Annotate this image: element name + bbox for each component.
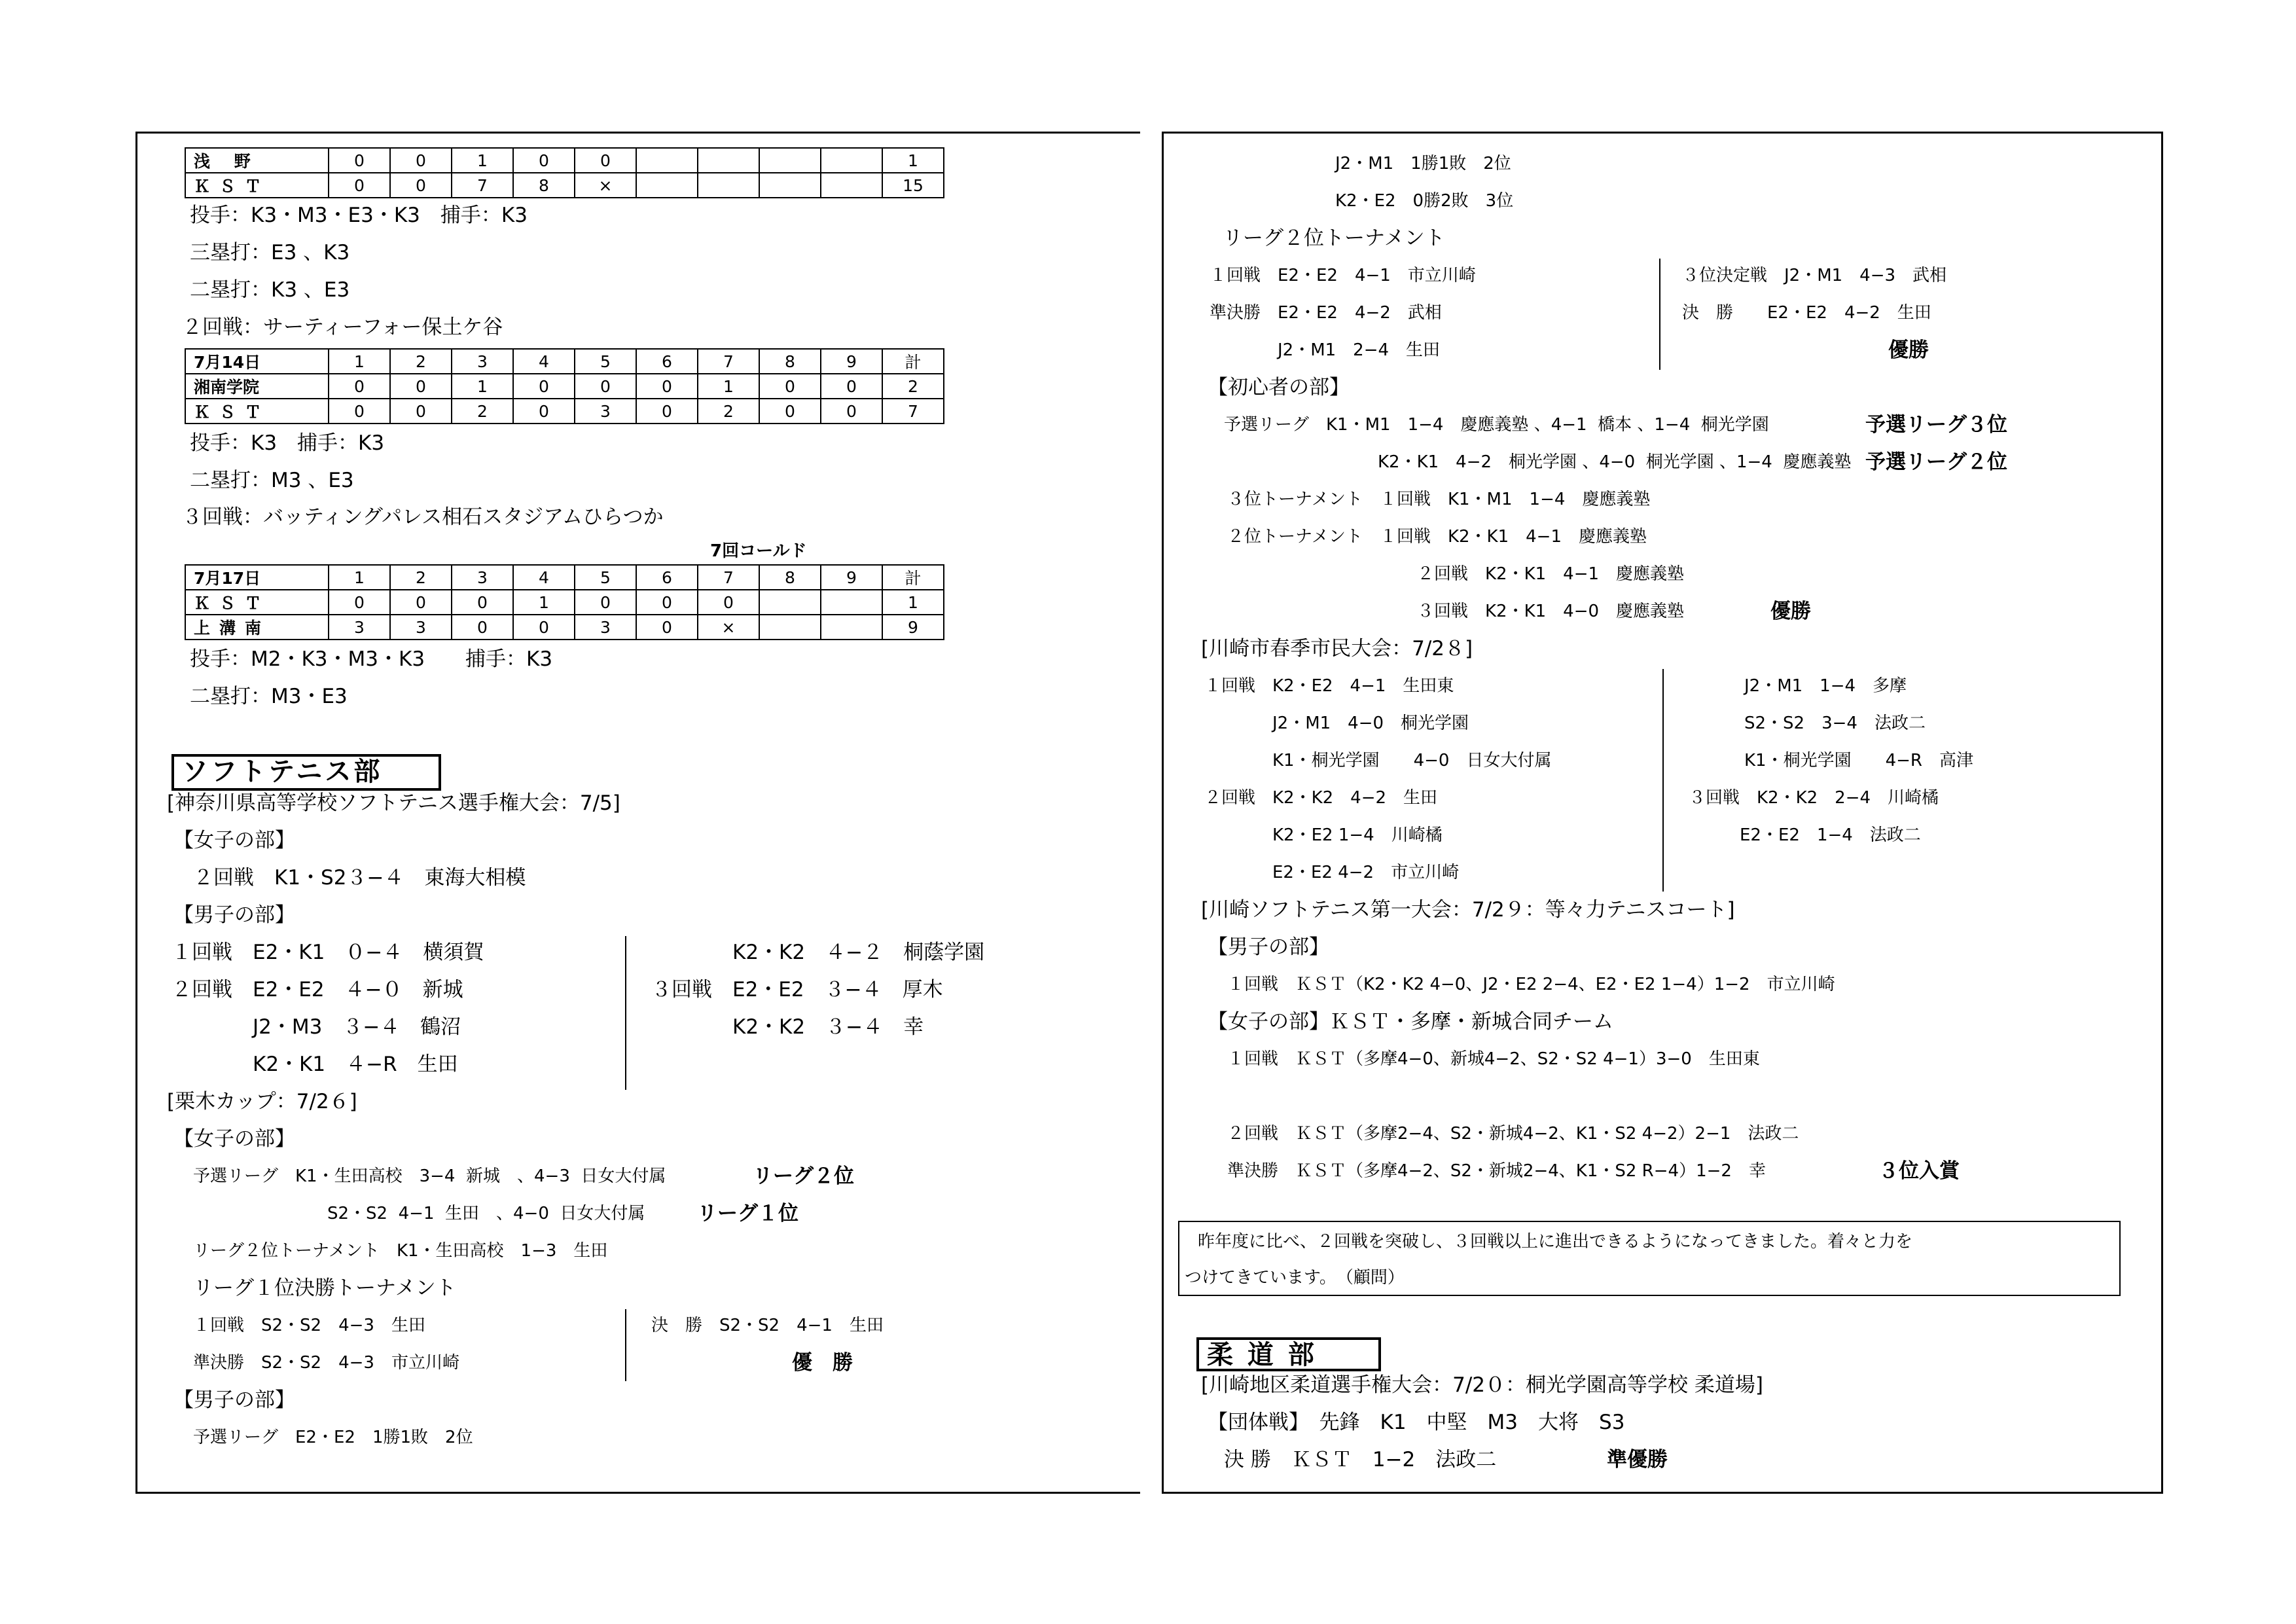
softtennis-section-title: ソフトテニス部 [171, 754, 441, 791]
first-girls-line: １回戦 ＫＳＴ（多摩4−0、新城4−2、S2・S2 4−1）3−0 生田東 [1227, 1049, 1760, 1069]
boys-result-line: ２回戦 E2・E2 ４−０ 新城 [171, 978, 463, 1001]
spring-title: [川崎市春季市民大会：7/2８] [1201, 637, 1473, 660]
league1-line: １回戦 S2・S2 4−3 生田 [193, 1316, 425, 1335]
boys-result-line: １回戦 E2・K1 ０−４ 横須賀 [171, 941, 484, 964]
league1-final: 決 勝 S2・S2 4−1 生田 [651, 1316, 884, 1335]
league2-line: J2・M1 2−4 生田 [1210, 340, 1441, 360]
boys-result-line: K2・K1 ４−R 生田 [171, 1053, 458, 1076]
boys-result-line: K2・K2 ３−４ 幸 [651, 1015, 924, 1039]
game3-pitchers: 投手：M2・K3・M3・K3 捕手：K3 [190, 647, 553, 671]
spring-right-line: ３回戦 K2・K2 2−4 川崎橘 [1689, 788, 1939, 808]
beginners-line: 予選リーグ K1・M1 1−4 慶應義塾 、4−1 橋本 、1−4 桐光学園 [1224, 415, 1769, 435]
beginners-line: ２位トーナメント １回戦 K2・K1 4−1 慶應義塾 [1227, 527, 1647, 547]
league2-champion: 優勝 [1888, 338, 1929, 362]
beginners-line: ３回戦 K2・K1 4−0 慶應義塾 [1417, 602, 1685, 621]
column-divider [625, 1309, 626, 1381]
league2-line: １回戦 E2・E2 4−1 市立川崎 [1210, 266, 1476, 285]
prelim-league-line2: S2・S2 4−1 生田 、4−0 日女大付属 [327, 1204, 645, 1223]
first-girls-result: ３位入賞 [1878, 1159, 1960, 1183]
softtennis-tournament2: [栗木カップ：7/2６] [167, 1090, 357, 1113]
judo-section-title: 柔 道 部 [1196, 1337, 1381, 1371]
column-divider [1662, 669, 1664, 892]
judo-result: 準優勝 [1607, 1448, 1668, 1471]
table-row: 湘南学院 0 0 1 0 0 0 1 0 0 2 [185, 374, 944, 399]
judo-team-line: 【団体戦】 先鋒 K1 中堅 M3 大将 S3 [1208, 1411, 1625, 1434]
league1-line: 準決勝 S2・S2 4−3 市立川崎 [193, 1353, 459, 1373]
spring-line: J2・M1 4−0 桐光学園 [1204, 713, 1469, 733]
table-row: ＫＳＴ 0 0 0 1 0 0 0 1 [185, 590, 944, 615]
girls-heading: 【女子の部】 [173, 829, 295, 852]
beginners-heading: 【初心者の部】 [1208, 376, 1350, 399]
judo-tournament: [川崎地区柔道選手権大会：7/2０：桐光学園高等学校 柔道場] [1201, 1373, 1763, 1397]
spring-right-line: K1・桐光学園 4−R 高津 [1744, 751, 1973, 770]
prelim-league-result2: リーグ１位 [697, 1202, 798, 1225]
beginners-result: 予選リーグ３位 [1865, 413, 2007, 437]
judo-final-line: 決 勝 ＫＳＴ 1−2 法政二 [1224, 1448, 1497, 1471]
league1-tournament: リーグ１位決勝トーナメント [193, 1276, 456, 1300]
game2-pitchers: 投手：K3 捕手：K3 [190, 431, 385, 455]
boys-result-line: K2・K2 ４−２ 桐蔭学園 [651, 941, 985, 964]
spring-right-line: J2・M1 1−4 多摩 [1744, 676, 1907, 696]
prelim-league-result1: リーグ２位 [753, 1164, 854, 1188]
boys-result-line: ３回戦 E2・E2 ３−４ 厚木 [651, 978, 943, 1001]
score-table-game3 [185, 564, 944, 640]
spring-line: K2・E2 1−4 川崎橘 [1204, 825, 1443, 845]
column-divider [1659, 259, 1660, 370]
spring-line: K1・桐光学園 4−0 日女大付属 [1204, 751, 1552, 770]
girls-round2: ２回戦 K1・S2３−４ 東海大相模 [193, 866, 526, 890]
league2-right-line: 決 勝 E2・E2 4−2 生田 [1682, 303, 1931, 323]
game2-doubles: 二塁打：M3 、E3 [190, 469, 354, 492]
prelim-league-line1: 予選リーグ K1・生田高校 3−4 新城 、4−3 日女大付属 [193, 1166, 666, 1186]
league2-right-line: ３位決定戦 J2・M1 4−3 武相 [1682, 266, 1947, 285]
boys2-heading: 【男子の部】 [173, 1388, 295, 1412]
game1-doubles: 二塁打：K3 、E3 [190, 278, 350, 302]
spring-right-line: E2・E2 1−4 法政二 [1689, 825, 1921, 845]
spring-right-line: S2・S2 3−4 法政二 [1744, 713, 1926, 733]
table-row: 上溝南 3 3 0 0 3 0 × 9 [185, 615, 944, 640]
game3-doubles: 二塁打：M3・E3 [190, 685, 348, 708]
beginners-line: ３位トーナメント １回戦 K1・M1 1−4 慶應義塾 [1227, 490, 1651, 509]
score-table-game1 [185, 147, 944, 198]
boys-heading: 【男子の部】 [173, 903, 295, 927]
first-boys-heading: 【男子の部】 [1208, 935, 1329, 959]
game1-pitchers: 投手：K3・M3・E3・K3 捕手：K3 [190, 204, 528, 227]
table-row: 浅 野 0 0 1 0 0 1 [185, 148, 944, 173]
advisor-note-line1: 昨年度に比べ、２回戦を突破し、３回戦以上に進出できるようになってきました。着々と力を [1198, 1232, 1913, 1252]
first-girls-line: ２回戦 ＫＳＴ（多摩2−4、S2・新城4−2、K1・S2 4−2）2−1 法政二 [1227, 1124, 1799, 1144]
column-divider [625, 936, 626, 1090]
first-boys-line: １回戦 ＫＳＴ（K2・K2 4−0、J2・E2 2−4、E2・E2 1−4）1−2 市立川崎 [1227, 975, 1835, 994]
beginners-line: K2・K1 4−2 桐光学園 、4−0 桐光学園 、1−4 慶應義塾 [1378, 452, 1852, 472]
spring-line: ２回戦 K2・K2 4−2 生田 [1204, 788, 1438, 808]
spring-line: E2・E2 4−2 市立川崎 [1204, 863, 1460, 882]
league2-title: リーグ２位トーナメント [1223, 226, 1445, 250]
girls2-heading: 【女子の部】 [173, 1127, 295, 1151]
cont-line: J2・M1 1勝1敗 2位 [1335, 154, 1511, 173]
game3-called-note: 7回コールド [710, 541, 807, 561]
boys-result-line: J2・M3 ３−４ 鶴沼 [171, 1015, 461, 1039]
cont-line: K2・E2 0勝2敗 3位 [1335, 191, 1514, 211]
beginners-line: ２回戦 K2・K1 4−1 慶應義塾 [1417, 564, 1685, 584]
softtennis-tournament1: [神奈川県高等学校ソフトテニス選手権大会：7/5] [167, 791, 620, 815]
first-girls-heading: 【女子の部】ＫＳＴ・多摩・新城合同チーム [1208, 1010, 1613, 1034]
game1-triples: 三塁打：E3 、K3 [190, 241, 350, 264]
league1-champion: 優 勝 [792, 1351, 853, 1375]
table-row: ＫＳＴ 0 0 2 0 3 0 2 0 0 7 [185, 399, 944, 424]
advisor-note-line2: つけてきています。 （顧問） [1185, 1268, 1405, 1288]
league2-line: 準決勝 E2・E2 4−2 武相 [1210, 303, 1442, 323]
game3-title: ３回戦：バッティングパレス相石スタジアムひらつか [182, 505, 664, 529]
beginners-champion: 優勝 [1770, 600, 1811, 623]
table-row: 7月14日 1 2 3 4 5 6 7 8 9 計 [185, 349, 944, 374]
table-row: ＫＳＴ 0 0 7 8 × 15 [185, 173, 944, 198]
score-table-game2 [185, 348, 944, 424]
first-tournament-title: [川崎ソフトテニス第一大会：7/2９：等々力テニスコート] [1201, 898, 1735, 922]
beginners-result: 予選リーグ２位 [1865, 450, 2007, 474]
table-row: 7月17日 1 2 3 4 5 6 7 8 9 計 [185, 565, 944, 590]
game2-title: ２回戦：サーティーフォー保土ケ谷 [182, 316, 503, 339]
spring-line: １回戦 K2・E2 4−1 生田東 [1204, 676, 1454, 696]
boys2-prelim: 予選リーグ E2・E2 1勝1敗 2位 [193, 1428, 473, 1447]
league2-tournament: リーグ２位トーナメント K1・生田高校 1−3 生田 [193, 1241, 608, 1261]
first-girls-line: 準決勝 ＫＳＴ（多摩4−2、S2・新城2−4、K1・S2 R−4）1−2 幸 [1227, 1161, 1766, 1181]
